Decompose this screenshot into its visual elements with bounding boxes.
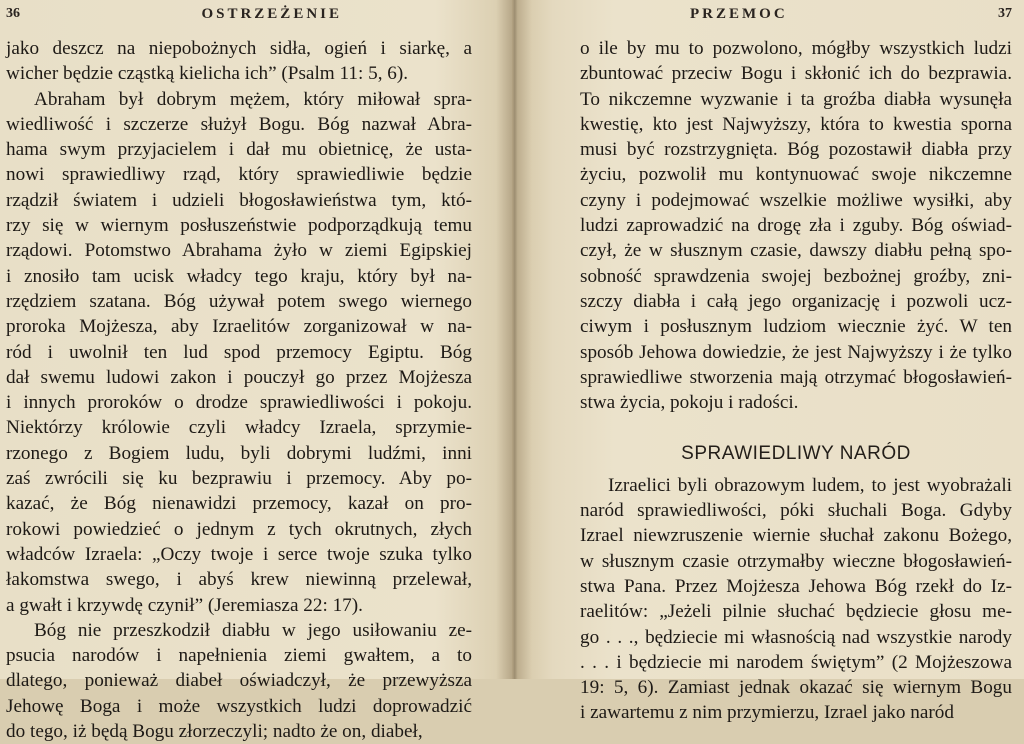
- text-line: To nikczemne wyzwanie i ta groźba diabła wysunęła: [580, 88, 1012, 110]
- text-line: Izraelici byli obrazowym ludem, to jest wyobrażali: [608, 474, 1012, 496]
- left-page-number: 36: [6, 6, 20, 21]
- text-line: kwestię, kto jest Najwyższy, która to kwestia sporna: [580, 113, 1012, 135]
- text-line: Bóg nie przeszkodził diabłu w jego usiłowaniu ze-: [34, 619, 472, 641]
- text-line: kazać, że Bóg nienawidzi przemocy, kazał on pro-: [6, 493, 472, 515]
- text-line: w słusznym czasie otrzymałby wieczne błogosławień-: [580, 550, 1012, 572]
- text-line: jako deszcz na niepobożnych sidła, ogień i siarkę, a: [6, 38, 472, 59]
- text-line: musi być rozstrzygnięta. Bóg pozostawił diabła przy: [580, 139, 1012, 161]
- text-line: rzędziem szatana. Bóg używał potem swego wiernego: [6, 290, 472, 312]
- section-heading: SPRAWIEDLIWY NARÓD: [681, 443, 911, 465]
- text-line: rzonego z Bogiem ludu, byli dobrymi ludźmi, inni: [6, 442, 472, 464]
- text-line: . . . i będziecie mi narodem świętym” (2 Mojżeszowa: [580, 651, 1012, 673]
- text-line: zbuntować przeciw Bogu i skłonić ich do bezprawia.: [580, 63, 1012, 85]
- text-line: stwa życia, pokoju i radości.: [580, 392, 799, 414]
- text-line: stwa Pana. Przez Mojżesza Jehowa Bóg rzekł do Iz-: [580, 575, 1012, 597]
- paragraph: [6, 36, 472, 87]
- text-line: zaś zwrócili się ku bezprawiu i przemocy. Aby po-: [6, 468, 472, 490]
- text-line: dał swemu ludowi zakon i pouczył go przez Mojżesza: [6, 366, 472, 388]
- text-line: i zawartemu z nim przymierzu, Izrael jako naród: [580, 702, 954, 724]
- text-line: łakomstwa swego, i abyś krew niewinną przelewał,: [6, 569, 472, 591]
- text-line: czył, że w słusznym czasie, dawszy diabłu pełną spo-: [580, 240, 1012, 262]
- text-line: czyny i podejmować wszelkie możliwe wysiłki, aby: [580, 189, 1012, 211]
- text-line: psucia narodów i napełnienia ziemi gwałtem, a to: [6, 645, 472, 667]
- right-page: [512, 0, 1024, 724]
- right-body-text: [580, 36, 1012, 726]
- text-line: sposób Jehowa dowiedzie, że jest Najwyższy i że tylko: [580, 341, 1012, 363]
- text-line: i innych proroków o drodze sprawiedliwości i pokoju.: [6, 392, 472, 414]
- text-line: do tego, iż będą Bogu złorzeczyli; nadto że on, diabeł,: [6, 721, 423, 743]
- text-line: ród i uwolnił ten lud spod przemocy Egiptu. Bóg: [6, 341, 472, 363]
- text-line: rządził światem i udzieli błogosławieństwa tym, któ-: [6, 189, 472, 211]
- paragraph: [580, 473, 1012, 726]
- text-line: naród sprawiedliwości, póki słuchali Boga. Gdyby: [580, 500, 1012, 522]
- text-line: a gwałt i krzywdę czynił” (Jeremiasza 22: 17).: [6, 594, 363, 616]
- text-line: ludzi zaprowadzić na drogę zła i zguby. Bóg oświad-: [580, 215, 1012, 237]
- right-running-head: [580, 0, 1012, 28]
- text-line: i znosiło tam ucisk władcy tego kraju, który był na-: [6, 265, 472, 287]
- text-line: rzy się w wiernym posłuszeństwie podporządkują temu: [6, 215, 472, 237]
- text-line: Niektórzy królowie czyli władcy Izraela, sprzymie-: [6, 417, 472, 439]
- text-line: rokowi powiedzieć o jednym z tych okrutnych, złych: [6, 518, 472, 540]
- left-body-text: [6, 36, 472, 744]
- text-line: wicher będzie cząstką kielicha ich” (Psalm 11: 5, 6).: [6, 63, 409, 85]
- text-line: Jehowę Boga i może wszystkich ludzi doprowadzić: [6, 695, 472, 717]
- text-line: go . . ., będziecie mi własnością nad wszystkie narody: [580, 626, 1012, 648]
- text-line: sprawiedliwe stworzenia mają otrzymać błogosławień-: [580, 366, 1012, 388]
- left-running-title: OSTRZEŻENIE: [201, 5, 342, 22]
- text-line: sobność sprawdzenia swojej bezbożnej groźby, zni-: [580, 265, 1012, 287]
- left-page: [0, 0, 512, 743]
- text-line: 19: 5, 6). Zamiast jednak okazać się wiernym Bogu: [580, 677, 1012, 699]
- text-line: nowi sprawiedliwy rząd, który sprawiedliwie będzie: [6, 164, 472, 186]
- text-line: Abraham był dobrym mężem, który miłował spra-: [34, 88, 472, 110]
- text-line: rządowi. Potomstwo Abrahama żyło w ziemi Egipskiej: [6, 240, 472, 262]
- text-line: życiu, pozwolił mu kontynuować swoje nikczemne: [580, 164, 1012, 186]
- text-line: hama swym przyjacielem i dał mu obietnicę, że usta-: [6, 139, 472, 161]
- text-line: raelitów: „Jeżeli pilnie słuchać będziecie głosu me-: [580, 601, 1012, 623]
- left-running-head: [6, 0, 472, 28]
- right-running-title: PRZEMOC: [690, 5, 788, 22]
- paragraph: [6, 618, 472, 744]
- text-line: o ile by mu to pozwolono, mógłby wszystkich ludzi: [580, 38, 1012, 59]
- text-line: Izrael niewzruszenie wiernie słuchał zakonu Bożego,: [580, 525, 1012, 547]
- text-line: dlatego, ponieważ diabeł oświadczył, że przewyższa: [6, 670, 472, 692]
- text-line: proroka Mojżesza, aby Izraelitów zorganizował w na-: [6, 316, 472, 338]
- text-line: wiedliwość i szczerze służył Bogu. Bóg nazwał Abra-: [6, 113, 472, 135]
- text-line: ciwym i posłusznym ludziom wiecznie żyć. W ten: [580, 316, 1012, 338]
- text-line: władców Izraela: „Oczy twoje i serce twoje szuka tylko: [6, 543, 472, 565]
- paragraph: [6, 87, 472, 618]
- paragraph: [580, 36, 1012, 415]
- text-line: szczy diabła i całą jego organizację i pozwoli ucz-: [580, 290, 1012, 312]
- right-page-number: 37: [998, 6, 1012, 21]
